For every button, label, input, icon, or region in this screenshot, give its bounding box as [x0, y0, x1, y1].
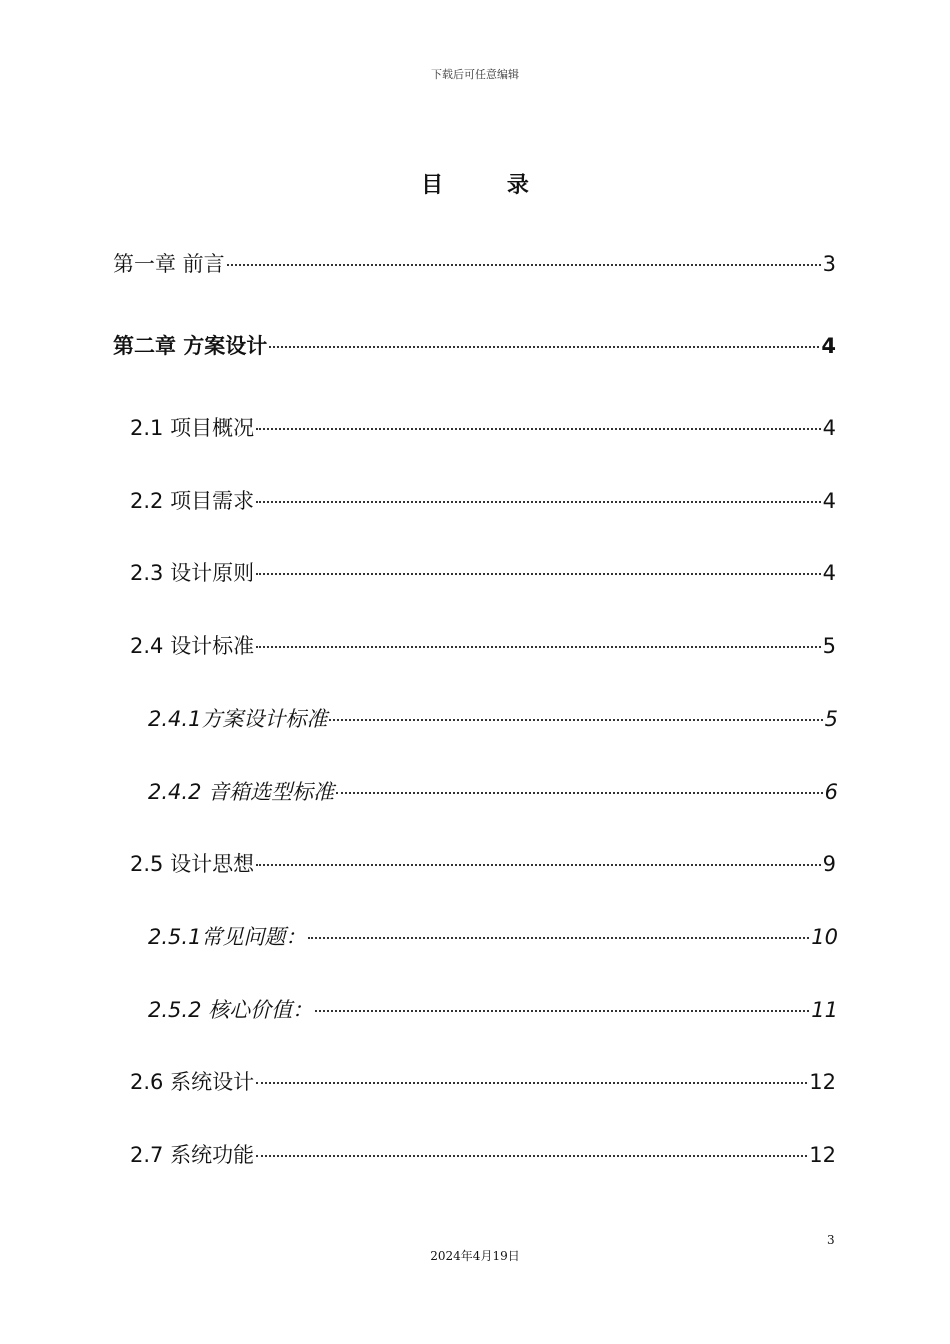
toc-entry-2-5-2[interactable]: [148, 995, 838, 1025]
dot-leader: [256, 1155, 807, 1157]
toc-entry-page: 12: [809, 1143, 836, 1167]
toc-entry-label: 2.4 设计标准: [130, 634, 255, 658]
toc-entry-2-6[interactable]: [130, 1067, 836, 1097]
toc-entry-page: 5: [824, 707, 838, 731]
toc-entry-label: 2.5 设计思想: [130, 852, 255, 876]
toc-entry-label: 2.2 项目需求: [130, 489, 255, 513]
dot-leader: [256, 501, 821, 503]
dot-leader: [256, 573, 821, 575]
toc-entry-label: 2.4.2 音箱选型标准: [148, 780, 335, 804]
toc-entry-page: 4: [822, 489, 836, 513]
toc-entry-page: 10: [811, 925, 838, 949]
toc-entry-page: 12: [809, 1070, 836, 1094]
dot-leader: [336, 792, 823, 794]
page-number: 3: [827, 1233, 835, 1247]
toc-entry-2-4-2[interactable]: [148, 777, 838, 807]
toc-entry-2-5-1[interactable]: [148, 922, 838, 952]
page-header: 下载后可任意编辑: [431, 68, 519, 81]
dot-leader: [315, 1010, 809, 1012]
toc-entry-page: 3: [822, 252, 836, 276]
toc-entry-2-4-1[interactable]: [148, 704, 838, 734]
toc-entry-2-2[interactable]: [130, 486, 836, 516]
toc-entry-page: 9: [822, 852, 836, 876]
toc-entry-label: 2.6 系统设计: [130, 1070, 255, 1094]
toc-entry-label: 2.5.2 核心价值：: [148, 998, 314, 1022]
dot-leader: [256, 864, 821, 866]
toc-entry-2-7[interactable]: [130, 1140, 836, 1170]
dot-leader: [256, 428, 821, 430]
footer-date: 2024年4月19日: [430, 1249, 520, 1263]
toc-entry-label: 2.4.1方案设计标准: [148, 707, 328, 731]
toc-entry-label: 2.7 系统功能: [130, 1143, 255, 1167]
toc-entry-chapter-2[interactable]: [113, 331, 836, 361]
toc-entry-page: 4: [821, 334, 836, 358]
toc-entry-2-1[interactable]: [130, 413, 836, 443]
toc-entry-2-5[interactable]: [130, 849, 836, 879]
toc-entry-label: 2.1 项目概况: [130, 416, 255, 440]
dot-leader: [256, 646, 821, 648]
toc-entry-page: 6: [824, 780, 838, 804]
toc-entry-label: 2.5.1常见问题：: [148, 925, 307, 949]
dot-leader: [269, 346, 819, 348]
toc-entry-label: 2.3 设计原则: [130, 561, 255, 585]
toc-entry-page: 4: [822, 416, 836, 440]
toc-entry-chapter-1[interactable]: [113, 249, 836, 279]
toc-entry-label: 第二章 方案设计: [113, 334, 268, 358]
toc-title: 目 录: [421, 173, 557, 198]
dot-leader: [308, 937, 809, 939]
dot-leader: [227, 264, 821, 266]
dot-leader: [329, 719, 822, 721]
toc-entry-label: 第一章 前言: [113, 252, 225, 276]
toc-entry-2-3[interactable]: [130, 558, 836, 588]
toc-entry-2-4[interactable]: [130, 631, 836, 661]
toc-entry-page: 4: [822, 561, 836, 585]
toc-entry-page: 11: [811, 998, 838, 1022]
toc-entry-page: 5: [822, 634, 836, 658]
dot-leader: [256, 1082, 807, 1084]
